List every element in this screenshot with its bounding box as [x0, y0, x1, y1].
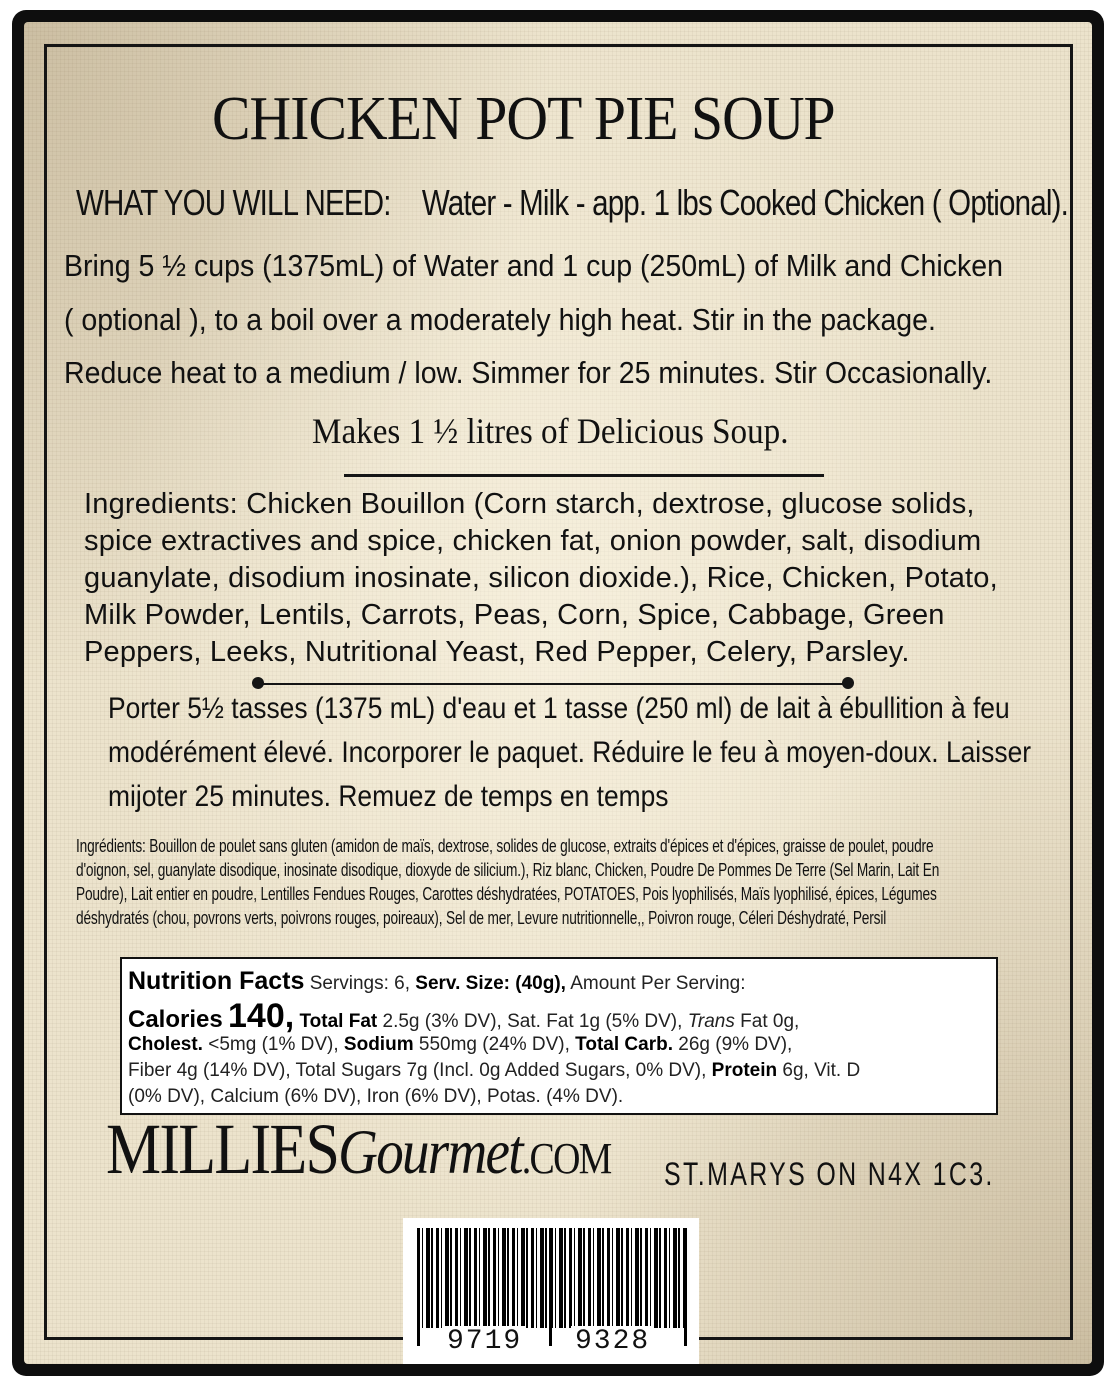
ingredients-en-line-5: Peppers, Leeks, Nutritional Yeast, Red Pepper, Celery, Parsley. — [84, 636, 910, 668]
instruction-line-3: Reduce heat to a medium / low. Simmer for 25 minutes. Stir Occasionally. — [64, 355, 993, 390]
serving-size-value: (40g), — [515, 973, 566, 994]
trans-fat-label: Trans — [687, 1011, 735, 1032]
what-you-need-heading: WHAT YOU WILL NEED: — [76, 182, 391, 223]
total-fat-label: Total Fat — [299, 1011, 378, 1032]
nutrition-line-2 — [128, 997, 799, 1036]
instructions-fr-line-1: Porter 5½ tasses (1375 mL) d'eau et 1 tasse (250 ml) de lait à ébullition à feu — [108, 692, 1010, 725]
serving-size-label: Serv. Size: — [415, 973, 510, 994]
barcode-guard-left — [417, 1228, 420, 1346]
nutrition-facts-panel — [120, 957, 998, 1115]
brand-name-com: .COM — [521, 1134, 611, 1183]
brand-name-gourmet: Gourmet — [338, 1116, 522, 1187]
barcode-left-digits: 9719 — [443, 1326, 526, 1357]
nutrition-line-5: (0% DV), Calcium (6% DV), Iron (6% DV), Potas. (4% DV). — [128, 1086, 624, 1107]
ingredients-fr-line-2: d'oignon, sel, guanylate disodique, inosinate disodique, dioxyde de silicium.), Riz blanc, Chicken, Poudre De Pommes De Terre (Sel Marin, Lait En — [76, 860, 940, 880]
what-you-need-items: Water - Milk - app. 1 lbs Cooked Chicken ( Optional). — [421, 182, 1068, 223]
sodium-label: Sodium — [343, 1034, 414, 1055]
nutrition-line-1 — [128, 967, 746, 996]
fiber-sugars-text: Fiber 4g (14% DV), Total Sugars 7g (Incl. 0g Added Sugars, 0% DV), — [128, 1060, 707, 1081]
ingredients-fr-line-1: Ingrédients: Bouillon de poulet sans gluten (amidon de maïs, dextrose, solides de glucose, extraits d'épices et d'épices, graisse de poulet, poudre — [76, 836, 934, 856]
amount-per-serving: Amount Per Serving: — [570, 973, 746, 994]
divider-dot-right — [842, 677, 854, 689]
total-carb-value: 26g (9% DV), — [678, 1034, 793, 1055]
brand-logo — [106, 1108, 611, 1191]
total-carb-label: Total Carb. — [575, 1034, 673, 1055]
ingredients-en-line-2: spice extractives and spice, chicken fat, onion powder, salt, disodium — [84, 525, 982, 557]
cholesterol-label: Cholest. — [128, 1034, 203, 1055]
nutrition-title: Nutrition Facts — [128, 967, 305, 995]
instructions-fr-line-3: mijoter 25 minutes. Remuez de temps en temps — [108, 780, 669, 813]
instructions-fr-line-2: modérément élevé. Incorporer le paquet. Réduire le feu à moyen-doux. Laisser — [108, 736, 1032, 769]
barcode-bars — [417, 1228, 687, 1328]
total-fat-value: 2.5g (3% DV), Sat. Fat 1g (5% DV), — [382, 1011, 683, 1032]
barcode-guard-center — [549, 1228, 552, 1346]
instruction-line-2: ( optional ), to a boil over a moderately high heat. Stir in the package. — [64, 302, 936, 337]
protein-value: 6g, Vit. D — [782, 1060, 861, 1081]
servings-text: Servings: 6, — [309, 973, 411, 994]
ingredients-en-line-1: Ingredients: Chicken Bouillon (Corn starch, dextrose, glucose solids, — [84, 488, 975, 520]
instruction-line-1: Bring 5 ½ cups (1375mL) of Water and 1 cup (250mL) of Milk and Chicken — [64, 248, 1003, 283]
yield-line: Makes 1 ½ litres of Delicious Soup. — [312, 411, 789, 451]
ingredients-en-line-4: Milk Powder, Lentils, Carrots, Peas, Corn, Spice, Cabbage, Green — [84, 599, 945, 631]
dotted-divider — [258, 683, 848, 685]
product-title: CHICKEN POT PIE SOUP — [212, 85, 835, 153]
nutrition-line-4 — [128, 1060, 860, 1082]
barcode-right-digits: 9328 — [571, 1326, 654, 1357]
sodium-value: 550mg (24% DV), — [418, 1034, 570, 1055]
trans-fat-value: Fat 0g, — [740, 1011, 800, 1032]
cholesterol-value: <5mg (1% DV), — [208, 1034, 339, 1055]
ingredients-en-line-3: guanylate, disodium inosinate, silicon dioxide.), Rice, Chicken, Potato, — [84, 562, 998, 594]
calories-label: Calories — [128, 1006, 223, 1033]
what-you-need-line — [76, 182, 1068, 224]
divider-rule — [344, 474, 824, 477]
calories-value: 140, — [228, 997, 295, 1035]
brand-name-millies: MILLIES — [106, 1109, 339, 1189]
address-text: ST.MARYS ON N4X 1C3. — [664, 1156, 995, 1192]
protein-label: Protein — [711, 1060, 778, 1081]
barcode-guard-right — [684, 1228, 687, 1346]
ingredients-fr-line-4: déshydratés (chou, povrons verts, poivrons rouges, poireaux), Sel de mer, Levure nutritionnelle,, Poivron rouge, Céleri Déshydraté, Persil — [76, 908, 887, 928]
ingredients-fr-line-3: Poudre), Lait entier en poudre, Lentilles Fendues Rouges, Carottes déshydratées, POTATOES, Pois lyophilisés, Maïs lyophilisé, épices, Légumes — [76, 884, 937, 904]
nutrition-line-3 — [128, 1034, 792, 1056]
barcode — [403, 1218, 699, 1364]
